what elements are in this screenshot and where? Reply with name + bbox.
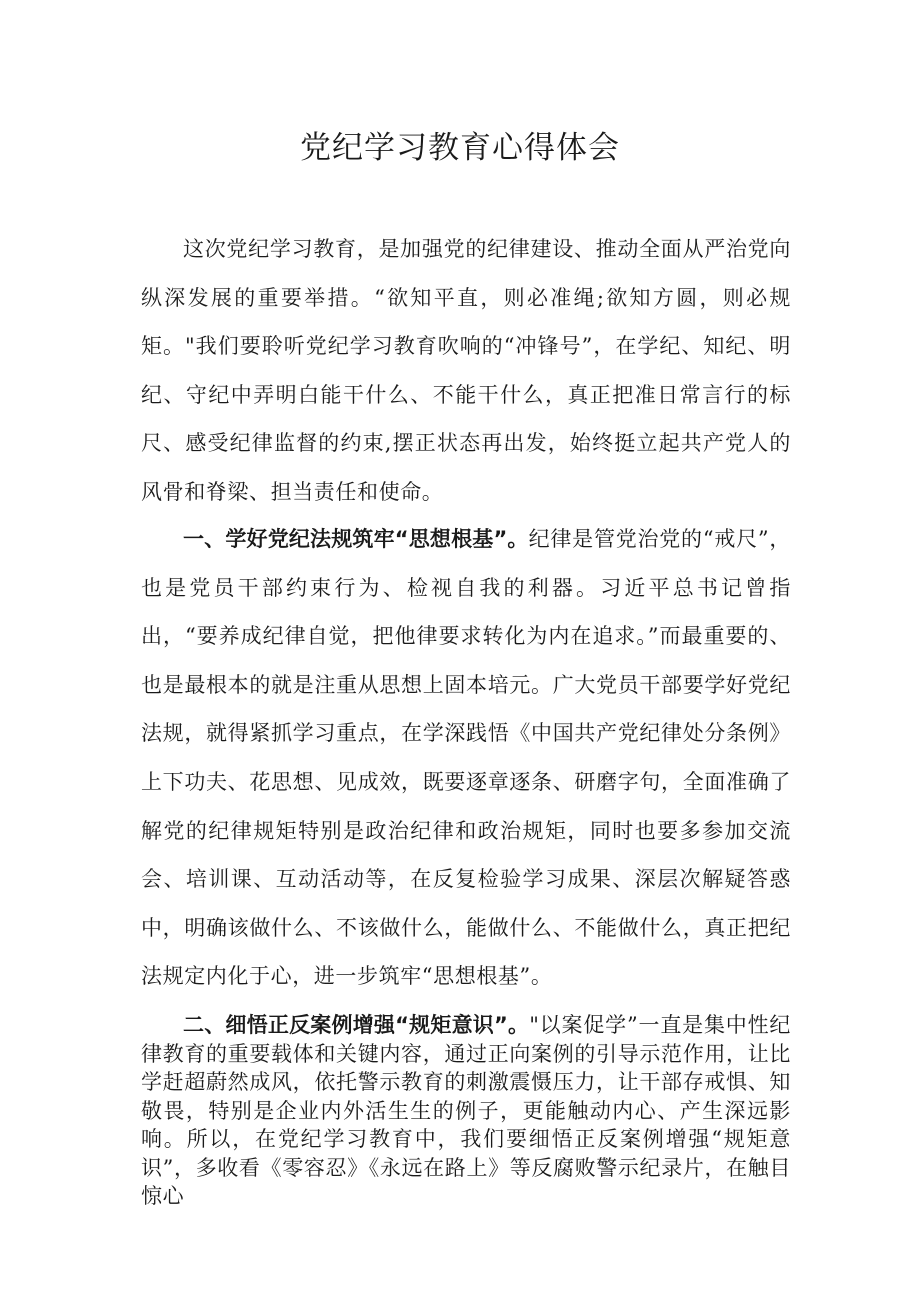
section-1-heading: 一、学好党纪法规筑牢“思想根基”。 (183, 527, 529, 551)
section-2-text: "以案促学”一直是集中性纪律教育的重要载体和关键内容，通过正向案例的引导示范作用，让比学赶超蔚然成风，依托警示教育的刺激震慑压力，让干部存戒惧、知敬畏，特别是企业内外活生生的例子，更能触动内心、产生深远影响。所以，在党纪学习教育中，我们要细悟正反案例增强“规矩意识”，多收看《零容忍》《永远在路上》等反腐败警示纪录片，在触目惊心 (141, 1013, 791, 1208)
section-2-heading: 二、细悟正反案例增强“规矩意识”。 (183, 1013, 530, 1037)
section-1-text: 纪律是管党治党的“戒尺”，也是党员干部约束行为、检视自我的利器。习近平总书记曾指出，“要养成纪律自觉，把他律要求转化为内在追求。”而最重要的、也是最根本的就是注重从思想上固本培元。广大党员干部要学好党纪法规，就得紧抓学习重点，在学深践悟《中国共产党纪律处分条例》上下功夫、花思想、见成效，既要逐章逐条、研磨字句，全面准确了解党的纪律规矩特别是政治纪律和政治规矩，同时也要多参加交流会、培训课、互动活动等，在反复检验学习成果、深层次解疑答惑中，明确该做什么、不该做什么，能做什么、不能做什么，真正把纪法规定内化于心，进一步筑牢“思想根基”。 (141, 527, 791, 989)
paragraph-section-1 (141, 515, 791, 1001)
document-title: 党纪学习教育心得体会 (300, 130, 620, 166)
paragraph-intro-text: 这次党纪学习教育，是加强党的纪律建设、推动全面从严治党向纵深发展的重要举措。“欲知平直，则必准绳;欲知方圆，则必规矩。"我们要聆听党纪学习教育吹响的“冲锋号”，在学纪、知纪、明纪、守纪中弄明白能干什么、不能干什么，真正把准日常言行的标尺、感受纪律监督的约束,摆正状态再出发，始终挺立起共产党人的风骨和脊梁、担当责任和使命。 (141, 237, 791, 504)
paragraph-section-2 (141, 1011, 791, 1211)
paragraph-intro (141, 225, 791, 517)
